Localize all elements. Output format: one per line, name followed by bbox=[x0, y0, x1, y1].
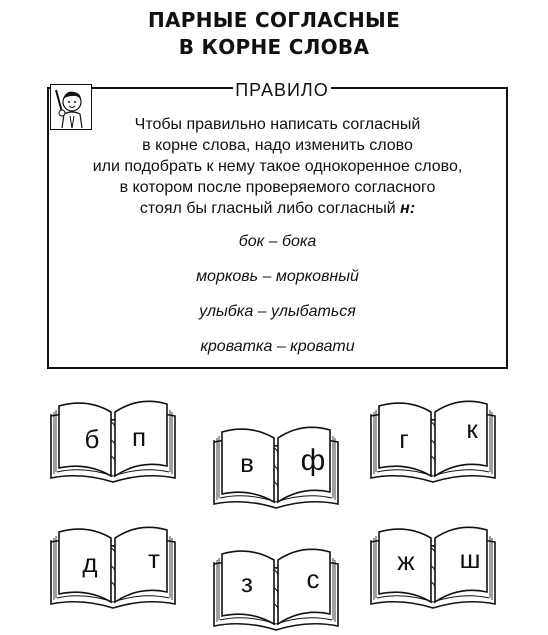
rule-label: ПРАВИЛО bbox=[233, 80, 331, 100]
book-letter-left: ж bbox=[397, 546, 415, 576]
book-card bbox=[367, 518, 499, 610]
page-title-line1: ПАРНЫЕ СОГЛАСНЫЕ bbox=[147, 8, 401, 32]
example-dash: – bbox=[264, 233, 282, 250]
example-word-left: кроватка bbox=[200, 338, 273, 355]
example-word-left: морковь bbox=[196, 268, 259, 285]
rule-text-line-3: или подобрать к нему такое однокоренное слово, bbox=[92, 158, 463, 175]
book-letter-right: ф bbox=[300, 444, 326, 477]
book-letter-right: ш bbox=[459, 544, 481, 574]
example-word-right: бока bbox=[281, 233, 317, 250]
rule-text-line-2: в корне слова, надо изменить слово bbox=[142, 137, 413, 154]
book-card bbox=[47, 518, 179, 610]
book-letter-right: к bbox=[466, 414, 478, 444]
example-word-right: морковный bbox=[275, 268, 359, 285]
book-letter-right: с bbox=[306, 564, 320, 594]
example-word-right: кровати bbox=[290, 338, 355, 355]
book-card bbox=[47, 392, 179, 484]
rule-text-line-1: Чтобы правильно написать согласный bbox=[134, 116, 421, 133]
rule-text-line-5 bbox=[47, 199, 508, 219]
example-row bbox=[47, 267, 508, 287]
book-letter-left: з bbox=[241, 568, 253, 598]
rule-text-line-5-main: стоял бы гласный либо согласный bbox=[139, 200, 401, 217]
example-row bbox=[47, 302, 508, 322]
example-word-left: бок bbox=[238, 233, 265, 250]
book-letter-left: в bbox=[240, 448, 254, 478]
example-row bbox=[47, 232, 508, 252]
book-letter-left: б bbox=[84, 424, 100, 454]
book-card bbox=[210, 418, 342, 510]
book-card bbox=[210, 540, 342, 632]
example-word-left: улыбка bbox=[199, 303, 254, 320]
open-book-icon bbox=[47, 392, 179, 484]
example-row bbox=[47, 337, 508, 357]
book-letter-right: т bbox=[148, 544, 160, 574]
page-title-line2: В КОРНЕ СЛОВА bbox=[178, 35, 370, 59]
rule-text-line-4: в котором после проверяемого согласного bbox=[119, 179, 436, 196]
rule-letter-n: н: bbox=[400, 200, 416, 217]
example-dash: – bbox=[258, 268, 276, 285]
example-dash: – bbox=[272, 338, 291, 355]
book-letter-left: г bbox=[399, 424, 409, 454]
book-letter-right: п bbox=[131, 422, 147, 452]
book-letter-left: д bbox=[82, 548, 98, 578]
example-word-right: улыбаться bbox=[271, 303, 356, 320]
book-card bbox=[367, 392, 499, 484]
example-dash: – bbox=[253, 303, 272, 320]
